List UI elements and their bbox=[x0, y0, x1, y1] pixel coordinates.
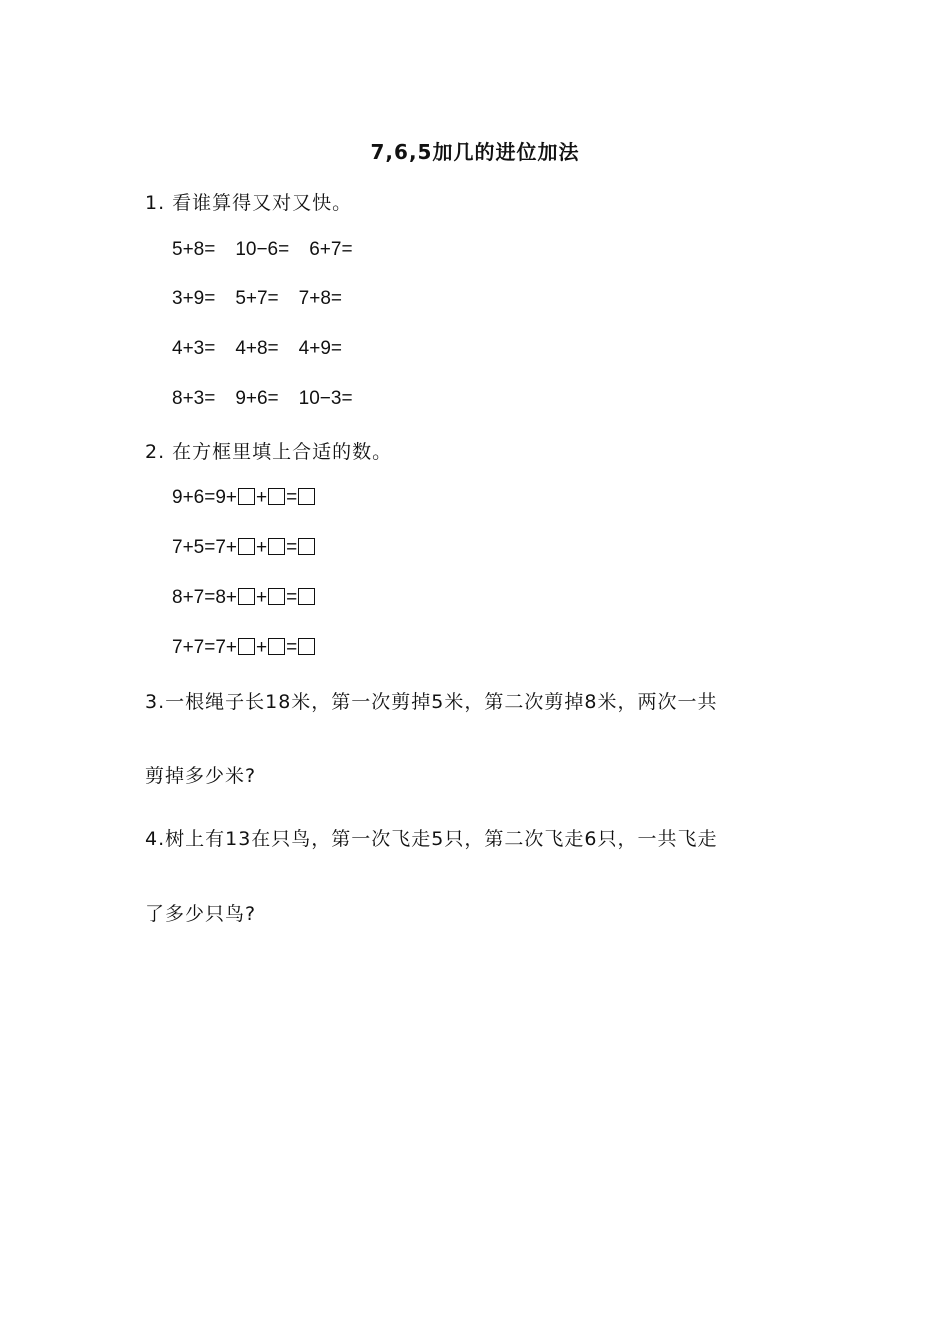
question-1-row bbox=[172, 239, 373, 261]
answer-box[interactable] bbox=[238, 488, 255, 505]
answer-box[interactable] bbox=[268, 488, 285, 505]
answer-box[interactable] bbox=[298, 638, 315, 655]
equation: 5+7= bbox=[235, 288, 279, 309]
question-2-row bbox=[172, 537, 316, 559]
answer-box[interactable] bbox=[298, 488, 315, 505]
question-1-row bbox=[172, 338, 362, 360]
question-4-text-continued: 了多少只鸟? bbox=[145, 903, 257, 925]
equation: 4+9= bbox=[298, 338, 342, 359]
equation-start: 8+7=8+ bbox=[172, 587, 237, 608]
answer-box[interactable] bbox=[238, 538, 255, 555]
answer-box[interactable] bbox=[298, 538, 315, 555]
plus-sign: + bbox=[256, 537, 268, 558]
equals-sign: = bbox=[286, 537, 298, 558]
answer-box[interactable] bbox=[238, 588, 255, 605]
question-1-prompt: 1. 看谁算得又对又快。 bbox=[145, 192, 353, 214]
equation: 4+8= bbox=[235, 338, 279, 359]
equation: 5+8= bbox=[172, 239, 216, 260]
equals-sign: = bbox=[286, 637, 298, 658]
answer-box[interactable] bbox=[268, 638, 285, 655]
question-4-text: 4.树上有13在只鸟，第一次飞走5只，第二次飞走6只，一共飞走 bbox=[145, 828, 718, 850]
equation-start: 7+5=7+ bbox=[172, 537, 237, 558]
equation: 10−6= bbox=[235, 239, 290, 260]
question-2-row bbox=[172, 587, 316, 609]
question-2-row bbox=[172, 487, 316, 509]
question-1-row bbox=[172, 288, 362, 310]
equation-start: 9+6=9+ bbox=[172, 487, 237, 508]
equals-sign: = bbox=[286, 587, 298, 608]
equation: 4+3= bbox=[172, 338, 216, 359]
question-3-text: 3.一根绳子长18米，第一次剪掉5米，第二次剪掉8米，两次一共 bbox=[145, 691, 718, 713]
question-2-prompt: 2. 在方框里填上合适的数。 bbox=[145, 441, 393, 463]
answer-box[interactable] bbox=[238, 638, 255, 655]
plus-sign: + bbox=[256, 587, 268, 608]
answer-box[interactable] bbox=[298, 588, 315, 605]
page-title: 7,6,5加几的进位加法 bbox=[370, 140, 580, 164]
question-1-row bbox=[172, 388, 373, 410]
equation-start: 7+7=7+ bbox=[172, 637, 237, 658]
question-2-row bbox=[172, 637, 316, 659]
equation: 9+6= bbox=[235, 388, 279, 409]
equation: 7+8= bbox=[298, 288, 342, 309]
equation: 3+9= bbox=[172, 288, 216, 309]
equals-sign: = bbox=[286, 487, 298, 508]
answer-box[interactable] bbox=[268, 538, 285, 555]
question-3-text-continued: 剪掉多少米? bbox=[145, 765, 257, 787]
plus-sign: + bbox=[256, 487, 268, 508]
plus-sign: + bbox=[256, 637, 268, 658]
equation: 10−3= bbox=[298, 388, 353, 409]
answer-box[interactable] bbox=[268, 588, 285, 605]
equation: 6+7= bbox=[309, 239, 353, 260]
equation: 8+3= bbox=[172, 388, 216, 409]
